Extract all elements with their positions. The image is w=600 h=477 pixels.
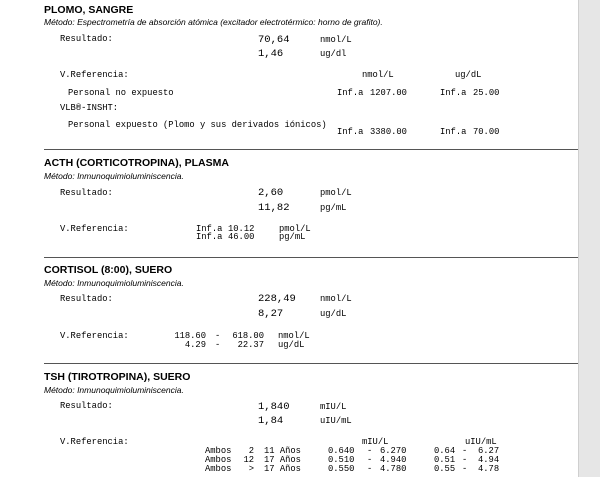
ref-cortisol-2-high: 22.37 [237,340,264,350]
section-title-plomo: PLOMO, SANGRE [44,4,134,16]
ref-g1-ug-value: 25.00 [473,88,500,98]
result-value-plomo-2: 1,46 [258,48,284,60]
tsh-row-uiu-low: 0.64 [434,446,456,456]
section-divider [44,149,578,150]
result-value-acth-2: 11,82 [258,202,290,214]
result-label-tsh: Resultado: [60,401,113,411]
ref-g1-ug-prefix: Inf.a [440,88,467,98]
section-title-tsh: TSH (TIROTROPINA), SUERO [44,371,191,383]
ref-col-nmol: nmol/L [362,70,394,80]
ref-acth-2-prefix: Inf.a [196,232,223,242]
tsh-row-miu-low: 0.510 [328,455,355,465]
result-unit-acth-2: pg/mL [320,203,347,213]
vlb-label: VLB®-INSHT: [60,103,119,113]
viewer-margin [578,0,600,477]
ref-acth-1-value: 10.12 [228,224,255,234]
tsh-row-dash: - [462,455,468,465]
section-divider [44,363,578,364]
ref-cortisol-1-low: 118.60 [174,331,206,341]
ref-g2-nmol-prefix: Inf.a [337,127,364,137]
ref-acth-2-unit: pg/mL [279,232,306,242]
tsh-row-miu-high: 4.940 [380,455,407,465]
ref-cortisol-1-dash: - [215,331,221,341]
tsh-row-uiu-high: 4.94 [478,455,500,465]
tsh-row-sex: Ambos [205,455,232,465]
ref-group-expuesto: Personal expuesto (Plomo y sus derivados iónicos) [68,120,327,130]
ref-cortisol-1-unit: nmol/L [278,331,310,341]
ref-label-acth: V.Referencia: [60,224,129,234]
result-unit-cortisol-2: ug/dL [320,309,347,319]
ref-g2-nmol-value: 3380.00 [370,127,407,137]
tsh-row-dash: - [367,464,373,474]
tsh-row-miu-high: 6.270 [380,446,407,456]
tsh-row-dash: - [462,446,468,456]
ref-label-plomo: V.Referencia: [60,70,129,80]
ref-cortisol-2-dash: - [215,340,221,350]
tsh-row-op: > [248,464,254,474]
tsh-row-op: 2 [248,446,254,456]
ref-acth-1-unit: pmol/L [279,224,311,234]
method-tsh: Método: Inmunoquimioluminiscencia. [44,385,184,395]
ref-acth-1-prefix: Inf.a [196,224,223,234]
result-unit-tsh-2: uIU/mL [320,416,352,426]
ref-g2-ug-prefix: Inf.a [440,127,467,137]
section-divider [44,257,578,258]
ref-label-tsh: V.Referencia: [60,437,129,447]
ref-cortisol-1-high: 618.00 [232,331,264,341]
tsh-row-uiu-high: 4.78 [478,464,500,474]
tsh-row-uiu-low: 0.55 [434,464,456,474]
ref-g1-nmol-prefix: Inf.a [337,88,364,98]
result-unit-plomo-2: ug/dl [320,49,347,59]
ref-acth-2-value: 46.00 [228,232,255,242]
tsh-row-uiu-low: 0.51 [434,455,456,465]
tsh-row-miu-low: 0.640 [328,446,355,456]
tsh-row-dash: - [462,464,468,474]
tsh-row-age: 11 Años [264,446,301,456]
ref-col-ug: ug/dL [455,70,482,80]
tsh-row-dash: - [367,455,373,465]
result-unit-acth-1: pmol/L [320,188,352,198]
ref-label-cortisol: V.Referencia: [60,331,129,341]
tsh-row-age: 17 Años [264,455,301,465]
method-cortisol: Método: Inmunoquimioluminiscencia. [44,278,184,288]
result-value-tsh-1: 1,840 [258,401,290,413]
result-unit-tsh-1: mIU/L [320,402,347,412]
tsh-row-age: 17 Años [264,464,301,474]
tsh-row-op: 12 [243,455,254,465]
result-value-cortisol-2: 8,27 [258,308,284,320]
method-acth: Método: Inmunoquimioluminiscencia. [44,171,184,181]
ref-cortisol-2-unit: ug/dL [278,340,305,350]
result-label-plomo: Resultado: [60,34,113,44]
result-value-tsh-2: 1,84 [258,415,284,427]
section-title-cortisol: CORTISOL (8:00), SUERO [44,264,173,276]
tsh-row-sex: Ambos [205,446,232,456]
ref-col-miu: mIU/L [362,437,389,447]
result-label-acth: Resultado: [60,188,113,198]
ref-col-uiu: uIU/mL [465,437,497,447]
result-value-cortisol-1: 228,49 [258,293,296,305]
method-plomo: Método: Espectrometría de absorción atómica (excitador electrotérmico: horno de grafito). [44,17,383,27]
section-title-acth: ACTH (CORTICOTROPINA), PLASMA [44,157,229,169]
tsh-row-miu-low: 0.550 [328,464,355,474]
result-value-acth-1: 2,60 [258,187,284,199]
tsh-row-dash: - [367,446,373,456]
result-unit-cortisol-1: nmol/L [320,294,352,304]
ref-group-no-expuesto: Personal no expuesto [68,88,174,98]
tsh-row-sex: Ambos [205,464,232,474]
ref-cortisol-2-low: 4.29 [184,340,206,350]
ref-g1-nmol-value: 1207.00 [370,88,407,98]
tsh-row-miu-high: 4.780 [380,464,407,474]
result-value-plomo-1: 70,64 [258,34,290,46]
ref-g2-ug-value: 70.00 [473,127,500,137]
result-label-cortisol: Resultado: [60,294,113,304]
tsh-row-uiu-high: 6.27 [478,446,500,456]
result-unit-plomo-1: nmol/L [320,35,352,45]
